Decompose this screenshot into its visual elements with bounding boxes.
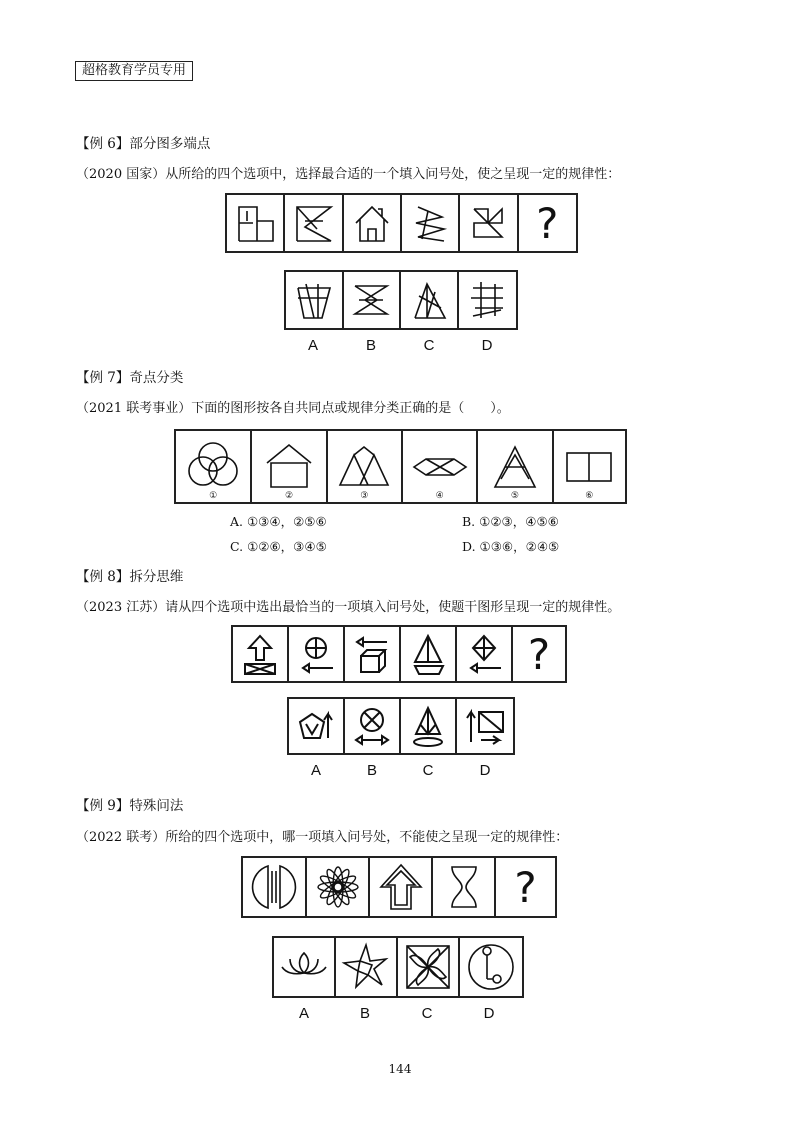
ex9-stem-fig-4 (433, 858, 496, 916)
ex9-option-b-fig[interactable] (336, 938, 398, 996)
ex7-figure-row (174, 429, 627, 504)
ex9-label-a: A (298, 1005, 309, 1022)
ex7-fig-4: ④ (403, 431, 478, 502)
ex9-option-a-fig[interactable] (274, 938, 336, 996)
ex6-stem-fig-5 (460, 195, 518, 251)
ex6-label-d: D (481, 337, 493, 354)
ex6-stem-question: ? (536, 198, 559, 248)
ex8-label-c: C (422, 762, 434, 779)
ex6-options-row (284, 270, 518, 330)
ex7-fig-6: ⑥ (554, 431, 625, 502)
ex7-fig-5: ⑤ (478, 431, 553, 502)
ex9-stem-fig-1 (243, 858, 307, 916)
ex9-option-d-fig[interactable] (460, 938, 522, 996)
ex8-stem-fig-1 (233, 627, 289, 681)
ex8-label-d: D (479, 762, 491, 779)
ex8-stem-fig-4 (401, 627, 457, 681)
ex7-fig-1: ① (176, 431, 252, 502)
ex6-stem-row (225, 193, 578, 253)
page-number: 144 (388, 1062, 412, 1076)
ex6-label-a: A (307, 337, 318, 354)
ex6-stem-fig-2 (285, 195, 343, 251)
ex9-label-c: C (421, 1005, 433, 1022)
ex9-stem-question: ? (514, 862, 537, 912)
ex7-fig-2: ② (252, 431, 327, 502)
ex7-option-c[interactable]: C. ①②⑥，③④⑤ (230, 539, 327, 554)
ex6-stem-fig-3 (344, 195, 402, 251)
ex8-title: 【例 8】拆分思维 (76, 569, 184, 585)
ex8-stem-fig-2 (289, 627, 345, 681)
ex6-option-b-fig[interactable] (344, 272, 402, 328)
ex7-title: 【例 7】奇点分类 (76, 370, 184, 386)
ex6-stem-fig-4 (402, 195, 460, 251)
ex9-option-c-fig[interactable] (398, 938, 460, 996)
ex7-fig-3: ③ (328, 431, 403, 502)
ex9-label-b: B (359, 1005, 370, 1022)
ex9-question: （2022 联考）所给的四个选项中，哪一项填入问号处，不能使之呈现一定的规律性： (76, 830, 569, 845)
ex6-option-d-fig[interactable] (459, 272, 516, 328)
ex9-options-row (272, 936, 524, 998)
ex6-stem-fig-1 (227, 195, 285, 251)
ex8-label-a: A (310, 762, 321, 779)
ex8-question: （2023 江苏）请从四个选项中选出最恰当的一项填入问号处，使题干图形呈现一定的规律性。 (76, 600, 621, 615)
ex9-stem-row (241, 856, 557, 918)
ex8-option-d-fig[interactable] (457, 699, 513, 753)
ex9-title: 【例 9】特殊问法 (76, 798, 184, 814)
ex6-label-c: C (423, 337, 435, 354)
ex8-label-b: B (366, 762, 377, 779)
ex6-label-b: B (365, 337, 376, 354)
ex7-option-a[interactable]: A. ①③④，②⑤⑥ (230, 514, 327, 529)
ex8-stem-fig-5 (457, 627, 513, 681)
ex8-stem-fig-3 (345, 627, 401, 681)
ex6-title: 【例 6】部分图多端点 (76, 136, 211, 152)
ex8-stem-question: ? (527, 629, 551, 679)
ex8-options-row (287, 697, 515, 755)
ex8-option-b-fig[interactable] (345, 699, 401, 753)
ex9-stem-fig-2 (307, 858, 370, 916)
ex7-option-d[interactable]: D. ①③⑥，②④⑤ (462, 539, 560, 554)
ex9-stem-fig-3 (370, 858, 433, 916)
ex9-label-d: D (483, 1005, 495, 1022)
ex8-option-a-fig[interactable] (289, 699, 345, 753)
ex7-question: （2021 联考事业）下面的图形按各自共同点或规律分类正确的是（ ）。 (76, 401, 510, 416)
ex6-option-c-fig[interactable] (401, 272, 459, 328)
ex6-question: （2020 国家）从所给的四个选项中，选择最合适的一个填入问号处，使之呈现一定的规律性： (76, 167, 621, 182)
header-tag: 超格教育学员专用 (75, 61, 193, 81)
ex8-stem-row (231, 625, 567, 683)
ex6-option-a-fig[interactable] (286, 272, 344, 328)
ex8-option-c-fig[interactable] (401, 699, 457, 753)
ex7-option-b[interactable]: B. ①②③，④⑤⑥ (462, 514, 559, 529)
